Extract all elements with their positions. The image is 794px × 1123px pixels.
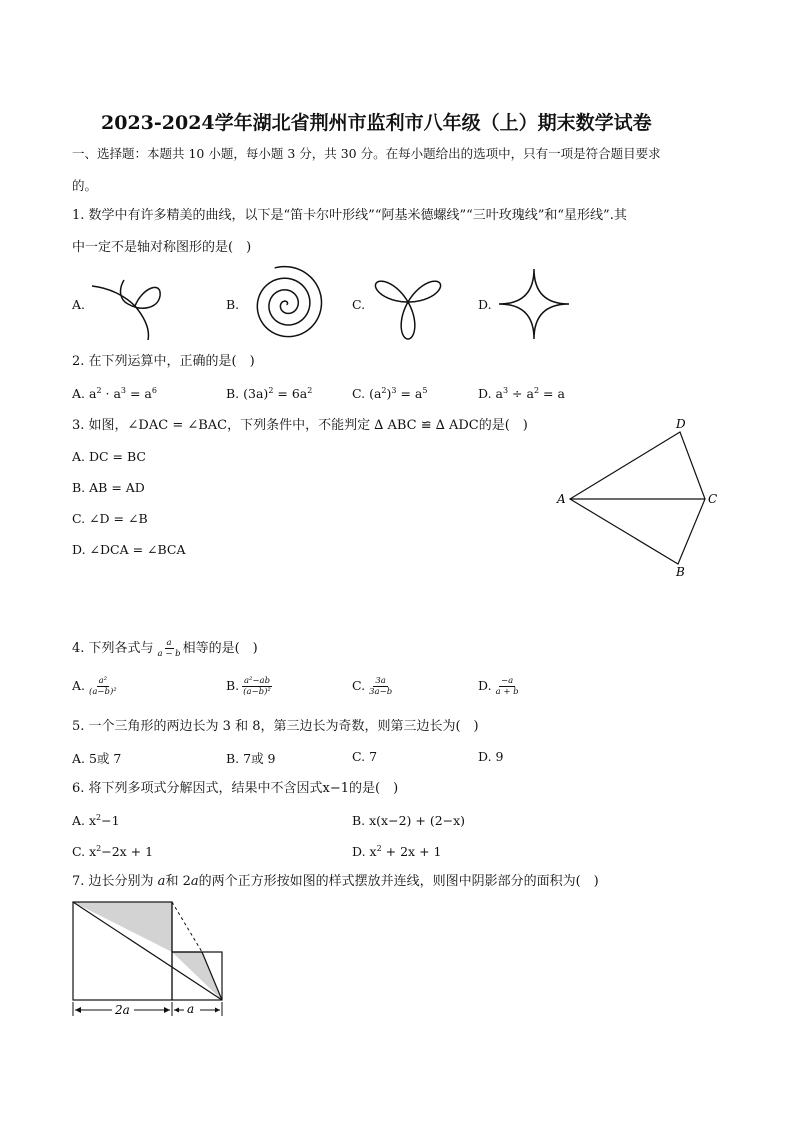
archimedes-spiral-icon xyxy=(244,262,329,347)
q6-option-c: C. $x^2-2x + 1$ xyxy=(72,844,154,860)
q6-stem: 6. 将下列多项式分解因式，结果中不含因式x−1的是( ) xyxy=(72,781,399,796)
section-instruction-line2: 的。 xyxy=(72,178,98,193)
q6-option-a: A. $x^2-1$ xyxy=(72,813,120,829)
q1-stem-line2: 中一定不是轴对称图形的是( ) xyxy=(72,240,252,255)
q1-option-b-label: B. xyxy=(226,297,240,312)
q4-option-c: C. $\frac{3a}{3a-b}$ xyxy=(352,676,393,697)
q1-stem-line1: 1. 数学中有许多精美的曲线，以下是“笛卡尔叶形线”“阿基米德螺线”“三叶玫瑰线”和“星形线”.其 xyxy=(72,208,627,223)
q4-option-b: B. $\frac{\text{a²−ab}}{\text{(a−b)²}}$ xyxy=(226,676,271,697)
q4-stem-fraction: $\frac{a}{a - b}$ xyxy=(157,638,181,659)
q3-label-a: A xyxy=(557,492,566,506)
q6-option-d: D. $x^2 + 2x + 1$ xyxy=(352,844,442,860)
q3-label-c: C xyxy=(708,492,718,506)
q5-option-c: C. 7 xyxy=(352,749,378,764)
q3-option-d: D. ∠DCA = ∠BCA xyxy=(72,542,186,557)
q1-option-d-label: D. xyxy=(478,297,492,312)
astroid-icon xyxy=(497,267,571,341)
descartes-folium-icon xyxy=(90,268,170,343)
q3-option-a: A. DC = BC xyxy=(72,449,146,464)
q7-shaded-lower xyxy=(172,952,222,1000)
q2-option-b: B. $(3a)^2 = 6a^2$ xyxy=(226,386,313,402)
q3-option-c: C. ∠D = ∠B xyxy=(72,511,148,526)
section-instruction-line1: 一、选择题：本题共 10 小题，每小题 3 分，共 30 分。在每小题给出的选项中，只有一项是符合题目要求 xyxy=(72,146,661,161)
q7-stem: 7. 边长分别为 a和 2a的两个正方形按如图的样式摆放并连线，则图中阴影部分的面积为( ) xyxy=(72,874,599,889)
q6-option-b: B. x(x−2) + (2−x) xyxy=(352,813,466,828)
q4-stem: 4. 下列各式与 $\frac{a}{a - b}$ 相等的是( ) xyxy=(72,638,258,659)
q7-label-2a: 2a xyxy=(115,1003,130,1017)
q7-dashed-line xyxy=(172,902,202,952)
three-leaf-rose-icon xyxy=(368,262,448,342)
q2-option-d: D. $a^3 \div a^2 = a$ xyxy=(478,386,565,402)
page-title: 2023-2024学年湖北省荆州市监利市八年级（上）期末数学试卷 xyxy=(101,112,652,134)
q3-option-b: B. AB = AD xyxy=(72,480,145,495)
q5-option-d: D. 9 xyxy=(478,749,504,764)
q3-stem: 3. 如图，∠DAC = ∠BAC，下列条件中，不能判定 ∆ ABC ≌ ∆ ADC的是( ) xyxy=(72,418,528,433)
q2-option-a: A. $a^2 \cdot a^3 = a^6$ xyxy=(72,386,157,402)
q3-label-d: D xyxy=(676,417,686,431)
q3-label-b: B xyxy=(676,565,685,579)
q7-label-a: a xyxy=(187,1002,195,1016)
q4-option-a: A. $\frac{\text{a²}}{\text{(a−b)²}}$ xyxy=(72,676,117,697)
q7-squares-figure xyxy=(70,900,230,1020)
q1-option-c-label: C. xyxy=(352,297,366,312)
q5-option-b: B. 7或 9 xyxy=(226,751,276,766)
q5-option-a: A. 5或 7 xyxy=(72,751,122,766)
q5-stem: 5. 一个三角形的两边长为 3 和 8，第三边长为奇数，则第三边长为( ) xyxy=(72,719,479,734)
q3-quadrilateral-figure xyxy=(550,414,730,584)
q2-stem: 2. 在下列运算中，正确的是( ) xyxy=(72,354,255,369)
q3-quadrilateral-outline xyxy=(570,432,705,564)
q1-option-a-label: A. xyxy=(72,297,86,312)
q7-shaded-upper xyxy=(73,902,172,952)
q2-option-c: C. $(a^2)^3 = a^5$ xyxy=(352,386,428,402)
q4-option-d: D. $\frac{-a}{a + b}$ xyxy=(478,676,519,697)
